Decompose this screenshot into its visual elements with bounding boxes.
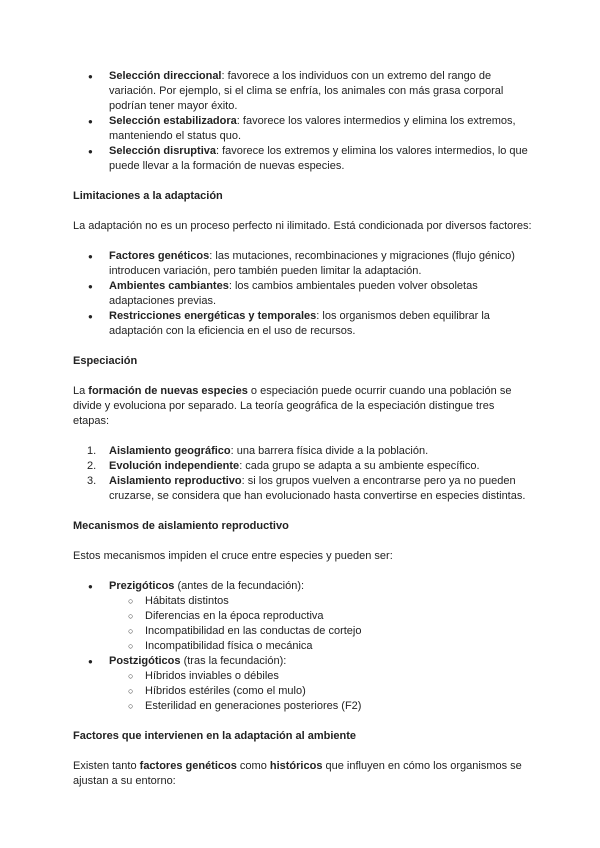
list-item: ● Selección estabilizadora: favorece los valores intermedios y elimina los extremos, manteniendo el status quo. — [73, 114, 533, 144]
heading-especiacion: Especiación — [73, 355, 138, 367]
sub-list-item: ○ Incompatibilidad en las conductas de cortejo — [73, 624, 533, 639]
list-item: ● Ambientes cambiantes: los cambios ambientales pueden volver obsoletas adaptaciones previas. — [73, 279, 533, 309]
sub-list-item: ○ Híbridos estériles (como el mulo) — [73, 684, 533, 699]
paragraph-especiacion: La formación de nuevas especies o especiación puede ocurrir cuando una población se divide y evoluciona por separado. La teoría geográfica de la especiación distingue tres etapas: — [73, 385, 512, 427]
heading-mecanismos: Mecanismos de aislamiento reproductivo — [73, 520, 289, 532]
paragraph-mecanismos: Estos mecanismos impiden el cruce entre especies y pueden ser: — [73, 550, 393, 562]
limitaciones-list — [73, 249, 533, 339]
list-item: ● Factores genéticos: las mutaciones, recombinaciones y migraciones (flujo génico) introducen variación, pero también pueden limitar la adaptación. — [73, 249, 533, 279]
list-item: 3. Aislamiento reproductivo: si los grupos vuelven a encontrarse pero ya no pueden cruzarse, se considera que han evolucionado hasta convertirse en especies distintas. — [87, 475, 526, 502]
sub-list-item: ○ Híbridos inviables o débiles — [73, 669, 533, 684]
sub-list-item: ○ Incompatibilidad física o mecánica — [73, 639, 533, 654]
sub-list-item: ○ Hábitats distintos — [73, 594, 533, 609]
especiacion-steps — [73, 444, 533, 504]
mecanismos-list — [73, 579, 533, 714]
paragraph-factores: Existen tanto factores genéticos como históricos que influyen en cómo los organismos se ajustan a su entorno: — [73, 760, 522, 787]
paragraph-limitaciones: La adaptación no es un proceso perfecto ni ilimitado. Está condicionada por diversos factores: — [73, 220, 532, 232]
list-item: 1. Aislamiento geográfico: una barrera física divide a la población. — [87, 445, 429, 457]
heading-factores: Factores que intervienen en la adaptación al ambiente — [73, 730, 357, 742]
sub-list-item: ○ Diferencias en la época reproductiva — [73, 609, 533, 624]
heading-limitaciones: Limitaciones a la adaptación — [73, 190, 223, 202]
selection-types-list — [73, 69, 533, 174]
list-item: ● Restricciones energéticas y temporales: los organismos deben equilibrar la adaptación con la eficiencia en el uso de recursos. — [73, 309, 533, 339]
list-item: ● Postzigóticos (tras la fecundación): — [73, 654, 533, 669]
list-item: ● Prezigóticos (antes de la fecundación): — [73, 579, 533, 594]
document-content — [73, 69, 533, 789]
list-item: ● Selección direccional: favorece a los individuos con un extremo del rango de variación. Por ejemplo, si el clima se enfría, los animales con más grasa corporal podrían tener mayor éxito. — [73, 69, 533, 114]
list-item: ● Selección disruptiva: favorece los extremos y elimina los valores intermedios, lo que puede llevar a la formación de nuevas especies. — [73, 144, 533, 174]
sub-list-item: ○ Esterilidad en generaciones posteriores (F2) — [73, 699, 533, 714]
list-item: 2. Evolución independiente: cada grupo se adapta a su ambiente específico. — [87, 460, 480, 472]
